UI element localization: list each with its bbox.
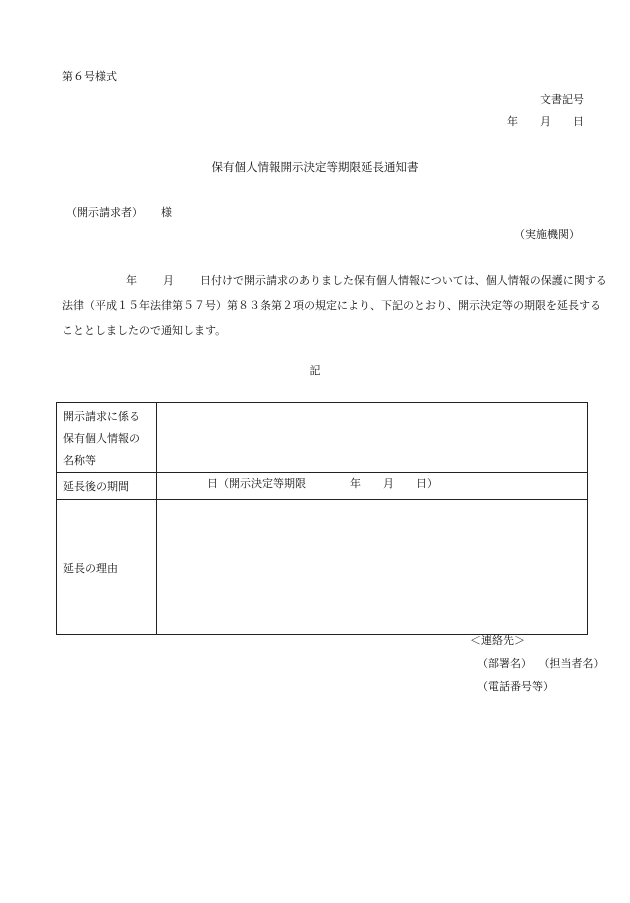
table-row-reason	[57, 500, 588, 635]
notice-body	[62, 268, 607, 343]
deadline-label: （開示決定等期限	[218, 477, 306, 490]
addressee-honorific: 様	[161, 206, 172, 219]
info-name-value	[157, 403, 588, 473]
contact-person: （担当者名）	[544, 657, 605, 670]
date-day: 日	[573, 115, 584, 128]
info-name-label-line-3: 名称等	[63, 454, 96, 467]
reason-label: 延長の理由	[57, 500, 157, 635]
body-line-3: こととしましたので通知します。	[62, 324, 227, 337]
body-line-2: 法律（平成１５年法律第５７号）第８３条第２項の規定により、下記のとおり、開示決定等の期限を延長する	[62, 299, 601, 312]
contact-phone: （電話番号等）	[477, 680, 554, 693]
document-title: 保有個人情報開示決定等期限延長通知書	[211, 160, 419, 174]
date-month: 月	[540, 115, 551, 128]
reason-value	[157, 500, 588, 635]
body-line-1	[62, 268, 607, 293]
info-name-label-line-2: 保有個人情報の	[63, 432, 140, 445]
body-month: 月	[163, 274, 174, 287]
deadline-year: 年	[350, 477, 361, 490]
body-line-1-text: 日付けで開示請求のありました保有個人情報については、個人情報の保護に関する	[200, 274, 607, 287]
contact-heading: ＜連絡先＞	[470, 634, 525, 647]
date-year: 年	[507, 115, 518, 128]
table-row-period	[57, 473, 588, 500]
issuer-label: （実施機関）	[514, 228, 580, 241]
info-name-label-line-1: 開示請求に係る	[63, 410, 140, 423]
extension-details-table	[56, 402, 588, 635]
form-number: 第６号様式	[62, 70, 117, 83]
period-days: 日	[207, 477, 218, 490]
info-name-label	[57, 403, 157, 473]
table-row-info-name	[57, 403, 588, 473]
addressee	[66, 204, 172, 220]
period-value	[157, 473, 588, 500]
document-number-label: 文書記号	[540, 93, 584, 106]
body-year: 年	[126, 274, 137, 287]
deadline-day: 日）	[416, 477, 438, 490]
contact-dept-person	[477, 655, 605, 671]
period-label: 延長後の期間	[57, 473, 157, 500]
ki-heading: 記	[309, 364, 321, 377]
contact-department: （部署名）	[477, 657, 532, 670]
deadline-month: 月	[383, 477, 394, 490]
addressee-label: （開示請求者）	[66, 206, 143, 219]
date-line	[507, 113, 584, 129]
